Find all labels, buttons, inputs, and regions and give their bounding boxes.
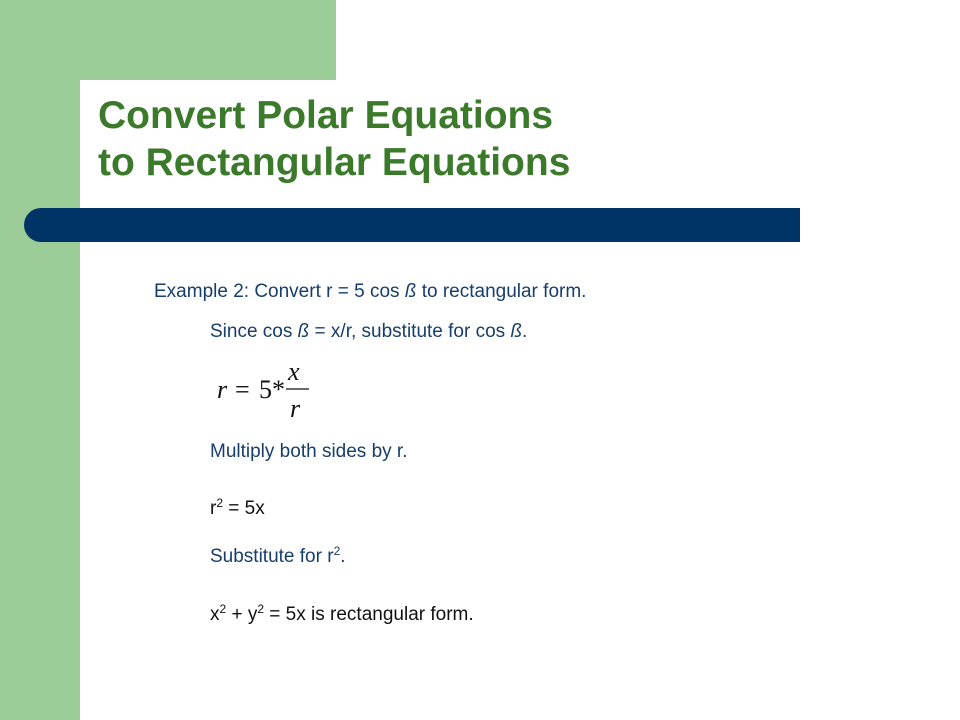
formula-lhs: r bbox=[217, 375, 228, 404]
r2-exponent: 2 bbox=[216, 496, 224, 510]
title-line-2: to Rectangular Equations bbox=[98, 141, 571, 184]
formula-numerator: x bbox=[288, 357, 300, 386]
final-x: x bbox=[210, 604, 220, 625]
final-exponent-x: 2 bbox=[219, 602, 227, 616]
beta-symbol: ß bbox=[404, 281, 417, 302]
final-rectangular-equation bbox=[210, 603, 474, 627]
since-text-a: Since cos bbox=[210, 321, 298, 342]
subst-exponent: 2 bbox=[333, 544, 341, 558]
title-underline-bar bbox=[24, 208, 800, 242]
final-plus-y: + y bbox=[226, 604, 258, 625]
subst-text-b: . bbox=[340, 546, 346, 567]
r-squared-equation bbox=[210, 497, 265, 521]
since-text-c: . bbox=[522, 321, 528, 342]
sidebar-decoration bbox=[0, 0, 80, 720]
example-statement bbox=[154, 280, 586, 304]
beta-symbol: ß bbox=[297, 321, 310, 342]
final-rest: = 5x is rectangular form. bbox=[264, 604, 474, 625]
r2-base: r bbox=[210, 498, 217, 519]
example-text-b: to rectangular form. bbox=[416, 281, 587, 302]
formula-equals: = bbox=[235, 375, 250, 404]
r2-rest: = 5x bbox=[223, 498, 265, 519]
slide-title bbox=[98, 92, 570, 186]
formula-multiply: * bbox=[272, 375, 285, 404]
example-text-a: Example 2: Convert r = 5 cos bbox=[154, 281, 405, 302]
multiply-step: Multiply both sides by r. bbox=[210, 441, 408, 462]
substitute-step bbox=[210, 545, 346, 569]
since-text-b: = x/r, substitute for cos bbox=[309, 321, 511, 342]
substitution-hint bbox=[210, 320, 527, 344]
subst-text-a: Substitute for r bbox=[210, 546, 334, 567]
final-exponent-y: 2 bbox=[257, 602, 265, 616]
formula-r-equals-5-x-over-r bbox=[215, 357, 335, 427]
title-line-1: Convert Polar Equations bbox=[98, 94, 554, 137]
formula-coefficient: 5 bbox=[259, 375, 272, 404]
top-decoration bbox=[80, 0, 336, 80]
formula-denominator: r bbox=[290, 394, 301, 423]
beta-symbol: ß bbox=[510, 321, 523, 342]
